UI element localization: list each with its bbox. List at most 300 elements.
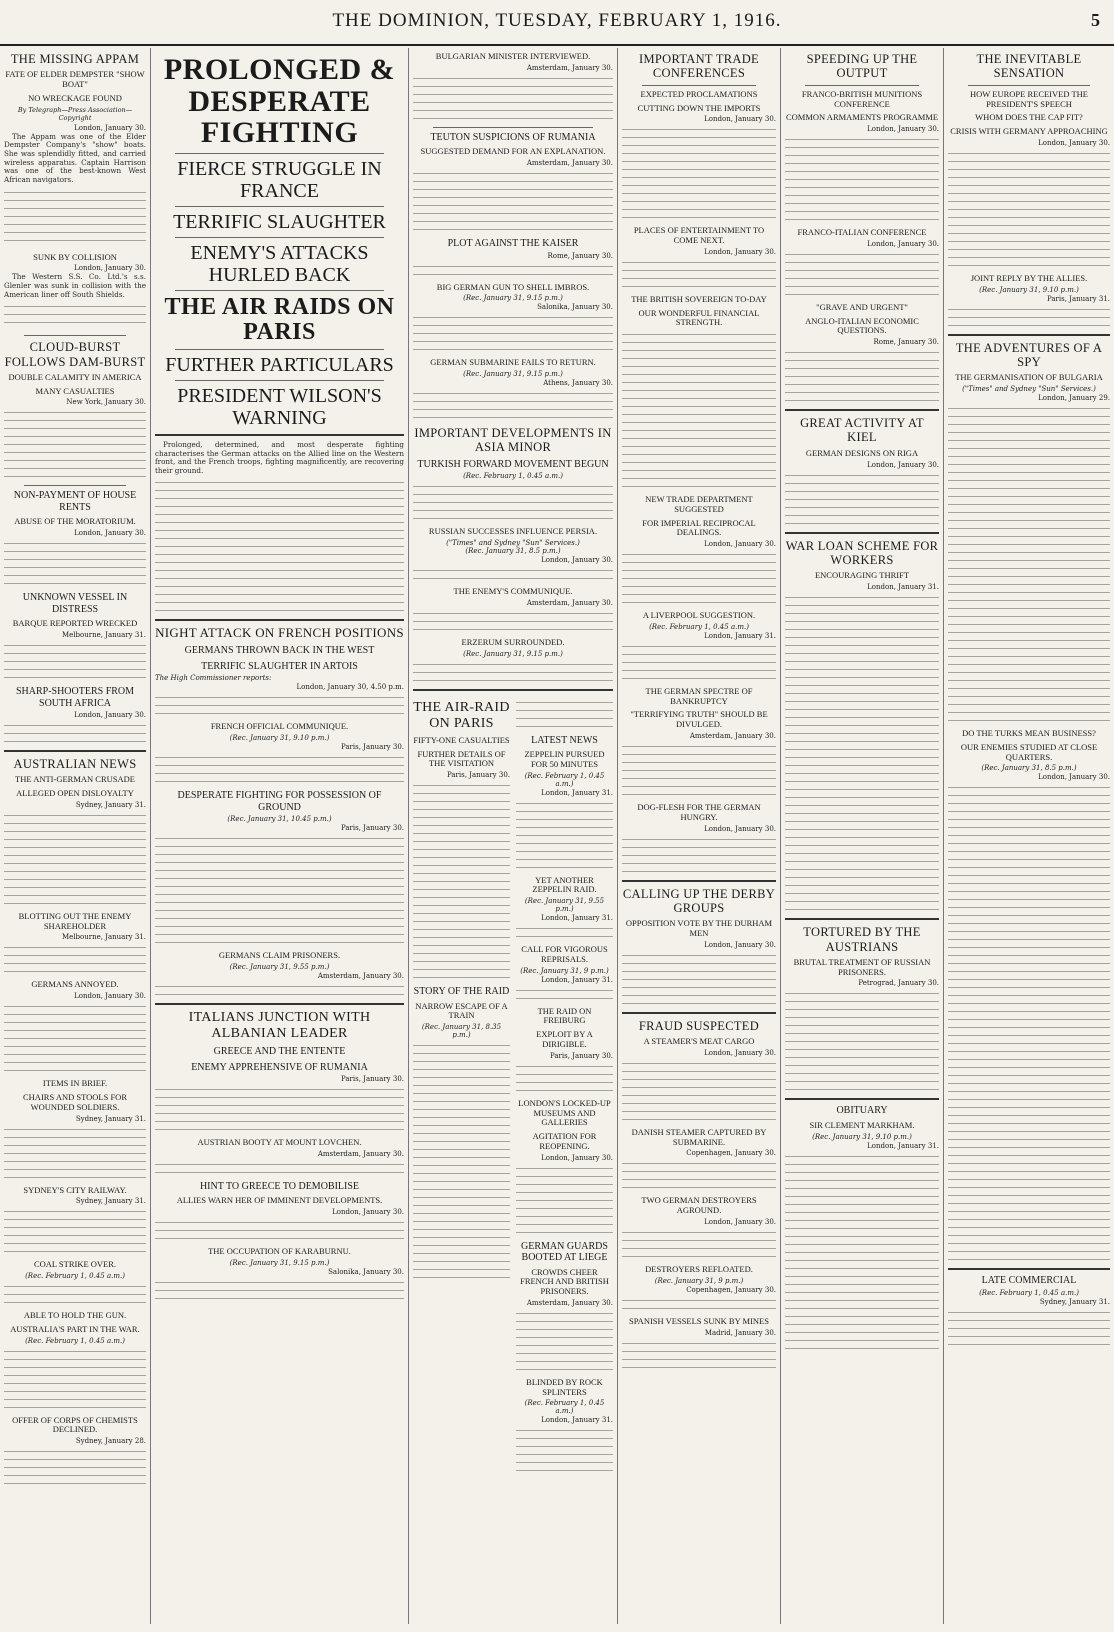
subheading: NEW TRADE DEPARTMENT SUGGESTED — [645, 494, 753, 514]
subheading: DO THE TURKS MEAN BUSINESS? — [962, 728, 1096, 739]
divider — [413, 689, 613, 691]
headline: IMPORTANT DEVELOPMENTS IN ASIA MINOR — [414, 426, 612, 455]
article-text-block — [622, 1339, 776, 1371]
lead-paragraph: Prolonged, determined, and most desperate fighting characterises the German attacks on the Allied line on the Western front, and the French troops, fighting magnificently, are recovering their ground. — [155, 439, 404, 475]
dateline: London, January 31. — [541, 914, 613, 923]
received-time: (Rec. January 31, 8.5 p.m.) — [981, 764, 1077, 773]
subheading: THE ANTI-GERMAN CRUSADE — [15, 774, 135, 785]
dateline: Sydney, January 31. — [75, 800, 146, 809]
subheading: NO WRECKAGE FOUND — [28, 92, 122, 103]
subheading: BULGARIAN MINISTER INTERVIEWED. — [435, 51, 591, 61]
subheading: THE GERMANISATION OF BULGARIA — [955, 372, 1103, 383]
dateline: Sydney, January 31. — [75, 1114, 146, 1123]
received-time: (Rec. January 31, 9.15 p.m.) — [229, 1258, 330, 1267]
article-text-block — [4, 188, 146, 248]
dateline: London, January 30. — [332, 1208, 404, 1217]
subheading: PLACES OF ENTERTAINMENT TO COME NEXT. — [633, 225, 765, 246]
headline: WAR LOAN SCHEME FOR WORKERS — [785, 538, 939, 567]
article-text-block — [4, 1282, 146, 1306]
received-time: (Rec. January 31, 9 p.m.) — [654, 1276, 744, 1285]
article-text-block — [4, 302, 146, 330]
subheading: SYDNEY'S CITY RAILWAY. — [23, 1184, 127, 1195]
dateline: London, January 30. — [1038, 773, 1110, 782]
article-text-block — [948, 149, 1110, 269]
divider — [785, 532, 939, 534]
dateline: London, January 30. — [541, 556, 613, 565]
headline: CALLING UP THE DERBY GROUPS — [622, 886, 776, 915]
subheading: DOG-FLESH FOR THE GERMAN HUNGRY. — [637, 802, 761, 822]
subheading: GERMANS ANNOYED. — [31, 979, 119, 990]
dateline: London, January 30. — [867, 460, 939, 469]
article-text-block — [622, 1159, 776, 1191]
received-time: (Rec. January 31, 9.15 p.m.) — [463, 294, 563, 303]
article-text-block — [516, 698, 613, 730]
subheading: GERMANS CLAIM PRISONERS. — [218, 950, 341, 961]
column-4 — [618, 48, 780, 1624]
subheading: ITEMS IN BRIEF. — [42, 1078, 108, 1089]
dateline: Paris, January 30. — [340, 743, 404, 752]
received-time: (Rec. February 1, 0.45 a.m.) — [524, 771, 605, 788]
subheading: OFFER OF CORPS OF CHEMISTS DECLINED. — [12, 1414, 138, 1435]
subheading: OUR ENEMIES STUDIED AT CLOSE QUARTERS. — [960, 741, 1098, 762]
article-text-block — [155, 1218, 404, 1242]
deck-headline: ENEMY'S ATTACKS HURLED BACK — [190, 241, 369, 286]
subheading: EXPLOIT BY A DIRIGIBLE. — [536, 1029, 593, 1049]
divider — [175, 290, 384, 291]
article-text-block — [155, 753, 404, 785]
subheading: CRISIS WITH GERMANY APPROACHING — [950, 126, 1108, 137]
subheading: CALL FOR VIGOROUS REPRISALS. — [521, 944, 608, 964]
subheading: FRANCO-ITALIAN CONFERENCE — [797, 227, 927, 238]
received-time: (Rec. February 1, 0.45 a.m.) — [25, 1336, 125, 1345]
divider — [175, 349, 384, 350]
headline: CLOUD-BURST FOLLOWS DAM-BURST — [4, 340, 146, 369]
subheading: THE OCCUPATION OF KARABURNU. — [208, 1246, 351, 1257]
newspaper-title: THE DOMINION, TUESDAY, FEBRUARY 1, 1916. — [332, 10, 782, 31]
article-text-block — [4, 721, 146, 745]
subheading: OPPOSITION VOTE BY THE DURHAM MEN — [625, 918, 773, 939]
subheading: "GRAVE AND URGENT" — [816, 301, 908, 312]
subheading: THE BRITISH SOVEREIGN TO-DAY — [631, 293, 767, 304]
article-text-block — [516, 799, 613, 871]
subheading: HINT TO GREECE TO DEMOBILISE — [199, 1180, 360, 1192]
article-text-block — [948, 305, 1110, 329]
divider — [785, 409, 939, 411]
subheading: ENCOURAGING THRIFT — [814, 570, 910, 581]
subheading: "TERRIFYING TRUTH" SHOULD BE DIVULGED. — [630, 709, 768, 730]
dateline: Copenhagen, January 30. — [686, 1149, 776, 1158]
dateline: London, January 31. — [867, 583, 939, 592]
subheading: WHOM DOES THE CAP FIT? — [975, 112, 1083, 123]
headline: STORY OF THE RAID — [413, 986, 510, 998]
headline: FRAUD SUSPECTED — [638, 1018, 760, 1033]
headline: GREAT ACTIVITY AT KIEL — [800, 416, 924, 445]
dateline: London, January 31. — [704, 631, 776, 640]
divider — [175, 153, 384, 154]
article-text-block — [4, 408, 146, 480]
dateline: London, January 30. — [74, 992, 146, 1001]
article-text-block — [413, 609, 613, 633]
subheading: THE GERMAN SPECTRE OF BANKRUPTCY — [645, 685, 753, 706]
subheading: CHAIRS AND STOOLS FOR WOUNDED SOLDIERS. — [23, 1091, 127, 1112]
dateline: Madrid, January 30. — [704, 1328, 776, 1337]
subheading: JOINT REPLY BY THE ALLIES. — [970, 272, 1088, 283]
column-5 — [781, 48, 943, 1624]
divider — [24, 335, 126, 336]
article-text-block — [516, 1426, 613, 1474]
dateline: London, January 30. — [541, 1153, 613, 1162]
dateline: London, January 30. — [1038, 138, 1110, 147]
headline: AUSTRALIAN NEWS — [13, 757, 137, 772]
article-text-block — [413, 482, 613, 522]
headline: THE INEVITABLE SENSATION — [976, 52, 1082, 81]
received-time: (Rec. January 31, 10.45 p.m.) — [227, 815, 332, 824]
main-headline: PROLONGED & DESPERATE FIGHTING — [163, 53, 396, 149]
divider — [175, 380, 384, 381]
divider — [805, 85, 919, 86]
divider — [785, 918, 939, 920]
subheading: ANGLO-ITALIAN ECONOMIC QUESTIONS. — [805, 315, 919, 336]
dateline: London, January 30. — [74, 123, 146, 132]
dateline: London, January 31. — [867, 1141, 939, 1150]
subheading: SIR CLEMENT MARKHAM. — [809, 1119, 915, 1130]
headline: THE MISSING APPAM — [10, 52, 140, 66]
subheading: BIG GERMAN GUN TO SHELL IMBROS. — [436, 281, 590, 292]
byline: By Telegraph—Press Association—Copyright — [17, 105, 133, 122]
article-text-block — [622, 951, 776, 1007]
divider — [642, 85, 756, 86]
subheading: MANY CASUALTIES — [35, 385, 115, 396]
column-3 — [409, 48, 617, 1624]
divider — [4, 750, 146, 752]
article-text-block — [785, 471, 939, 527]
article-text-block — [622, 642, 776, 682]
subheading: FRENCH OFFICIAL COMMUNIQUE. — [210, 721, 349, 732]
subheading: TERRIFIC SLAUGHTER IN ARTOIS — [201, 660, 358, 672]
headline: LATE COMMERCIAL — [981, 1275, 1077, 1287]
article-text-block — [622, 330, 776, 490]
divider — [175, 206, 384, 207]
received-time: (Rec. January 31, 8.5 p.m.) — [465, 547, 561, 556]
headline: TEUTON SUSPICIONS OF RUMANIA — [430, 131, 596, 143]
article-text-block — [785, 593, 939, 913]
subheading: AUSTRIAN BOOTY AT MOUNT LOVCHEN. — [197, 1137, 362, 1148]
article-text-block — [516, 924, 613, 940]
subheading: COAL STRIKE OVER. — [33, 1259, 117, 1270]
dateline: Sydney, January 31. — [1039, 1297, 1110, 1306]
subheading: FURTHER DETAILS OF THE VISITATION — [417, 748, 506, 769]
received-time: (Rec. January 31, 9.10 p.m.) — [812, 1132, 912, 1141]
article-text-block — [4, 539, 146, 587]
article-text-block — [785, 1152, 939, 1352]
article-text-block — [413, 169, 613, 233]
subheading: BLOTTING OUT THE ENEMY SHAREHOLDER — [18, 910, 132, 931]
article-text-block — [4, 1002, 146, 1074]
article-text-block — [622, 1296, 776, 1312]
subheading: ERZERUM SURROUNDED. — [461, 636, 565, 647]
subheading: BLINDED BY ROCK SPLINTERS — [526, 1376, 603, 1397]
article-text-block — [4, 641, 146, 681]
divider — [622, 880, 776, 882]
headline: ITALIANS JUNCTION WITH ALBANIAN LEADER — [188, 1009, 371, 1041]
deck-headline: THE AIR RAIDS ON PARIS — [164, 293, 395, 345]
deck-headline: FIERCE STRUGGLE IN FRANCE — [177, 157, 382, 202]
dateline: Paris, January 30. — [340, 1075, 404, 1084]
divider — [948, 1268, 1110, 1270]
article-text-block — [413, 313, 613, 353]
article-text-block — [622, 125, 776, 221]
article-text-block — [155, 693, 404, 717]
article-text-block — [785, 989, 939, 1093]
dateline: Petrograd, January 30. — [858, 979, 939, 988]
received-time: (Rec. February 1, 0.45 a.m.) — [25, 1272, 125, 1281]
article-text-block — [622, 742, 776, 798]
dateline: London, January 30. — [74, 529, 146, 538]
dateline: Athens, January 30. — [543, 379, 613, 388]
article-text-block — [413, 660, 613, 684]
divider — [433, 127, 593, 128]
headline: THE AIR-RAID ON PARIS — [413, 699, 510, 731]
divider — [622, 1012, 776, 1014]
column-1 — [0, 48, 150, 1624]
divider — [175, 237, 384, 238]
subheading: HOW EUROPE RECEIVED THE PRESIDENT'S SPEECH — [970, 88, 1088, 109]
article-text-block — [4, 1347, 146, 1411]
dateline: London, January 30. — [704, 115, 776, 124]
article-text-block — [785, 348, 939, 404]
dateline: Amsterdam, January 30. — [317, 1149, 404, 1158]
received-time: (Rec. February 1, 0.45 a.m.) — [524, 1399, 605, 1416]
received-time: (Rec. February 1, 0.45 a.m.) — [649, 622, 749, 631]
subheading: EXPECTED PROCLAMATIONS — [640, 88, 758, 99]
received-time: (Rec. February 1, 0.45 a.m.) — [979, 1288, 1079, 1297]
received-time: (Rec. January 31, 9.55 p.m.) — [229, 962, 330, 971]
article-text-block — [413, 1041, 510, 1281]
article-text-block — [622, 550, 776, 606]
dateline: London, January 31. — [541, 975, 613, 984]
received-time: (Rec. January 31, 9.15 p.m.) — [463, 370, 563, 379]
article-text-block — [4, 943, 146, 975]
subheading: GERMAN SUBMARINE FAILS TO RETURN. — [430, 357, 596, 368]
column-2 — [151, 48, 408, 1624]
dateline: London, January 30. — [74, 711, 146, 720]
dateline: London, January 30. — [704, 540, 776, 549]
article-text-block — [4, 1447, 146, 1487]
headline: GERMAN GUARDS BOOTED AT LIEGE — [521, 1240, 608, 1264]
article-text-block — [785, 135, 939, 223]
column-6 — [944, 48, 1114, 1624]
dateline: London, January 31. — [541, 788, 613, 797]
article-text-block — [948, 1308, 1110, 1348]
dateline: Rome, January 30. — [547, 251, 613, 260]
article-text-block — [413, 781, 510, 981]
article-text-block — [155, 1160, 404, 1176]
headline: PLOT AGAINST THE KAISER — [447, 238, 579, 250]
subheading: ENEMY APPREHENSIVE OF RUMANIA — [191, 1061, 368, 1073]
dateline: Amsterdam, January 30. — [689, 732, 776, 740]
subheading: ZEPPELIN PURSUED FOR 50 MINUTES — [524, 749, 605, 769]
article-text-block — [516, 1062, 613, 1094]
subheading: LONDON'S LOCKED-UP MUSEUMS AND GALLERIES — [518, 1097, 611, 1128]
dateline: Sydney, January 31. — [75, 1197, 146, 1206]
subheading: ALLIES WARN HER OF IMMINENT DEVELOPMENTS. — [176, 1195, 383, 1206]
received-time: (Rec. January 31, 9.55 p.m.) — [524, 897, 605, 914]
divider — [948, 334, 1110, 336]
subheading: SUNK BY COLLISION — [33, 251, 117, 262]
subheading: RUSSIAN SUCCESSES INFLUENCE PERSIA. — [428, 526, 598, 537]
deck-headline: PRESIDENT WILSON'S WARNING — [177, 384, 382, 429]
article-text-block — [413, 262, 613, 278]
dateline: Paris, January 31. — [1046, 294, 1110, 303]
subheading: FIFTY-ONE CASUALTIES — [413, 734, 510, 745]
dateline: Salonika, January 30. — [537, 303, 613, 312]
dateline: Paris, January 30. — [549, 1051, 613, 1060]
headline: NON-PAYMENT OF HOUSE RENTS — [13, 490, 137, 513]
divider — [155, 434, 404, 436]
article-text-block — [155, 478, 404, 614]
subheading: BARQUE REPORTED WRECKED — [12, 618, 138, 629]
headline: TORTURED BY THE AUSTRIANS — [803, 925, 921, 954]
source-note: ("Times" and Sydney "Sun" Services.) — [446, 539, 580, 548]
subheading: ABUSE OF THE MORATORIUM. — [14, 516, 136, 527]
dateline: Copenhagen, January 30. — [686, 1285, 776, 1294]
headline: OBITUARY — [836, 1105, 888, 1117]
article-text-block — [155, 982, 404, 998]
dateline: Paris, January 30. — [340, 824, 404, 833]
dateline: Amsterdam, January 30. — [526, 63, 613, 72]
dateline: London, January 29. — [1038, 394, 1110, 403]
subheading: AUSTRALIA'S PART IN THE WAR. — [10, 1323, 140, 1334]
dateline: Paris, January 30. — [446, 771, 510, 780]
article-text-block — [155, 1085, 404, 1133]
article-text-block — [4, 1125, 146, 1181]
dateline: Salonika, January 30. — [328, 1267, 404, 1276]
subheading: TWO GERMAN DESTROYERS AGROUND. — [641, 1195, 757, 1216]
dateline: Melbourne, January 31. — [61, 933, 146, 942]
dateline: Sydney, January 28. — [75, 1437, 146, 1446]
subheading: ALLEGED OPEN DISLOYALTY — [16, 788, 134, 799]
dateline: London, January 30. — [704, 940, 776, 949]
dateline: London, January 30. — [867, 239, 939, 248]
article-text-block — [516, 1164, 613, 1236]
subheading: OUR WONDERFUL FINANCIAL STRENGTH. — [638, 307, 760, 328]
subheading: CROWDS CHEER FRENCH AND BRITISH PRISONERS. — [520, 1266, 609, 1297]
article-text-block — [516, 986, 613, 1002]
subheading: NARROW ESCAPE OF A TRAIN — [415, 1000, 508, 1021]
received-time: (Rec. January 31, 9.10 p.m.) — [229, 734, 330, 743]
dateline: London, January 30. — [704, 1218, 776, 1227]
subheading: DESPERATE FIGHTING FOR POSSESSION OF GROUND — [177, 790, 382, 813]
subheading: THE RAID ON FREIBURG — [537, 1005, 592, 1026]
headline: THE ADVENTURES OF A SPY — [955, 340, 1103, 369]
article-text-block — [948, 404, 1110, 724]
article-text-block — [622, 1228, 776, 1260]
subheading: GERMAN DESIGNS ON RIGA — [805, 447, 919, 458]
subheading: BRUTAL TREATMENT OF RUSSIAN PRISONERS. — [793, 956, 931, 977]
article-text-block — [413, 566, 613, 582]
article-text-block — [155, 1278, 404, 1302]
subheading: THE ENEMY'S COMMUNIQUE. — [453, 586, 573, 597]
article-text-block — [622, 835, 776, 875]
article-text-block — [785, 250, 939, 298]
dateline: Rome, January 30. — [873, 338, 939, 347]
divider — [155, 619, 404, 621]
dateline: Melbourne, January 31. — [61, 631, 146, 640]
received-time: (Rec. January 31, 8.35 p.m.) — [421, 1023, 502, 1040]
subheading: A LIVERPOOL SUGGESTION. — [642, 610, 756, 621]
subheading: SPANISH VESSELS SUNK BY MINES — [629, 1315, 769, 1326]
article-text-block — [4, 811, 146, 907]
received-time: (Rec. January 31, 9.15 p.m.) — [463, 649, 563, 658]
subheading: DANISH STEAMER CAPTURED BY SUBMARINE. — [631, 1126, 767, 1147]
article-body: The Western S.S. Co. Ltd.'s s.s. Glenler was sunk in collision with the American liner off South Shields. — [4, 272, 146, 299]
subheading: YET ANOTHER ZEPPELIN RAID. — [532, 874, 597, 895]
headline: LATEST NEWS — [531, 734, 598, 746]
deck-headline: FURTHER PARTICULARS — [165, 353, 394, 376]
dateline: London, January 30. — [867, 125, 939, 134]
dateline: London, January 30, 4.50 p.m. — [296, 683, 404, 692]
article-text-block — [622, 1059, 776, 1123]
headline: UNKNOWN VESSEL IN DISTRESS — [22, 592, 128, 615]
dateline: London, January 30. — [704, 824, 776, 833]
dateline: London, January 31. — [541, 1416, 613, 1425]
masthead — [0, 0, 1114, 46]
headline: SPEEDING UP THE OUTPUT — [806, 52, 918, 81]
article-text-block — [516, 1309, 613, 1373]
headline: NIGHT ATTACK ON FRENCH POSITIONS — [155, 625, 404, 641]
dateline: Amsterdam, January 30. — [526, 598, 613, 607]
subheading: CUTTING DOWN THE IMPORTS — [637, 102, 761, 113]
subheading: FRANCO-BRITISH MUNITIONS CONFERENCE — [801, 88, 923, 109]
subheading: DOUBLE CALAMITY IN AMERICA — [8, 371, 142, 382]
subheading: DESTROYERS REFLOATED. — [645, 1264, 753, 1275]
received-time: (Rec. January 31, 9.10 p.m.) — [979, 285, 1079, 294]
headline: SHARP-SHOOTERS FROM SOUTH AFRICA — [15, 686, 135, 709]
dateline: London, January 30. — [704, 1048, 776, 1057]
received-time: (Rec. January 31, 9 p.m.) — [520, 966, 609, 975]
deck-headline: TERRIFIC SLAUGHTER — [173, 210, 386, 233]
dateline: Amsterdam, January 30. — [526, 159, 613, 168]
subheading: COMMON ARMAMENTS PROGRAMME — [785, 112, 939, 123]
subheading: ABLE TO HOLD THE GUN. — [23, 1310, 127, 1321]
source-note: ("Times" and Sydney "Sun" Services.) — [962, 385, 1096, 394]
dateline: London, January 30. — [74, 264, 146, 273]
subheading: SUGGESTED DEMAND FOR AN EXPLANATION. — [420, 146, 606, 157]
article-text-block — [622, 258, 776, 290]
divider — [155, 1003, 404, 1005]
dateline: London, January 30. — [704, 247, 776, 256]
subheading: GERMANS THROWN BACK IN THE WEST — [184, 645, 375, 657]
subheading: A STEAMER'S MEAT CARGO — [643, 1036, 755, 1047]
source-note: The High Commissioner reports: — [155, 674, 272, 683]
article-body: The Appam was one of the Elder Dempster Company's "show" boats. She was splendidly fitted, and carried wireless apparatus. Captain Harrison was one of the best-known West African navigators. — [4, 131, 146, 184]
dateline: Amsterdam, January 30. — [317, 971, 404, 980]
subheading: FOR IMPERIAL RECIPROCAL DEALINGS. — [642, 517, 756, 538]
article-text-block — [413, 389, 613, 421]
dateline: New York, January 30. — [66, 398, 146, 407]
divider — [968, 85, 1090, 86]
article-text-block — [948, 783, 1110, 1263]
article-text-block — [4, 1207, 146, 1255]
headline: IMPORTANT TRADE CONFERENCES — [638, 52, 759, 81]
divider — [785, 1098, 939, 1100]
subheading: GREECE AND THE ENTENTE — [213, 1046, 346, 1058]
subheading: TURKISH FORWARD MOVEMENT BEGUN — [417, 458, 609, 470]
page-number: 5 — [1091, 10, 1100, 30]
received-time: (Rec. February 1, 0.45 a.m.) — [463, 472, 563, 481]
article-text-block — [155, 834, 404, 946]
dateline: Amsterdam, January 30. — [526, 1298, 613, 1307]
